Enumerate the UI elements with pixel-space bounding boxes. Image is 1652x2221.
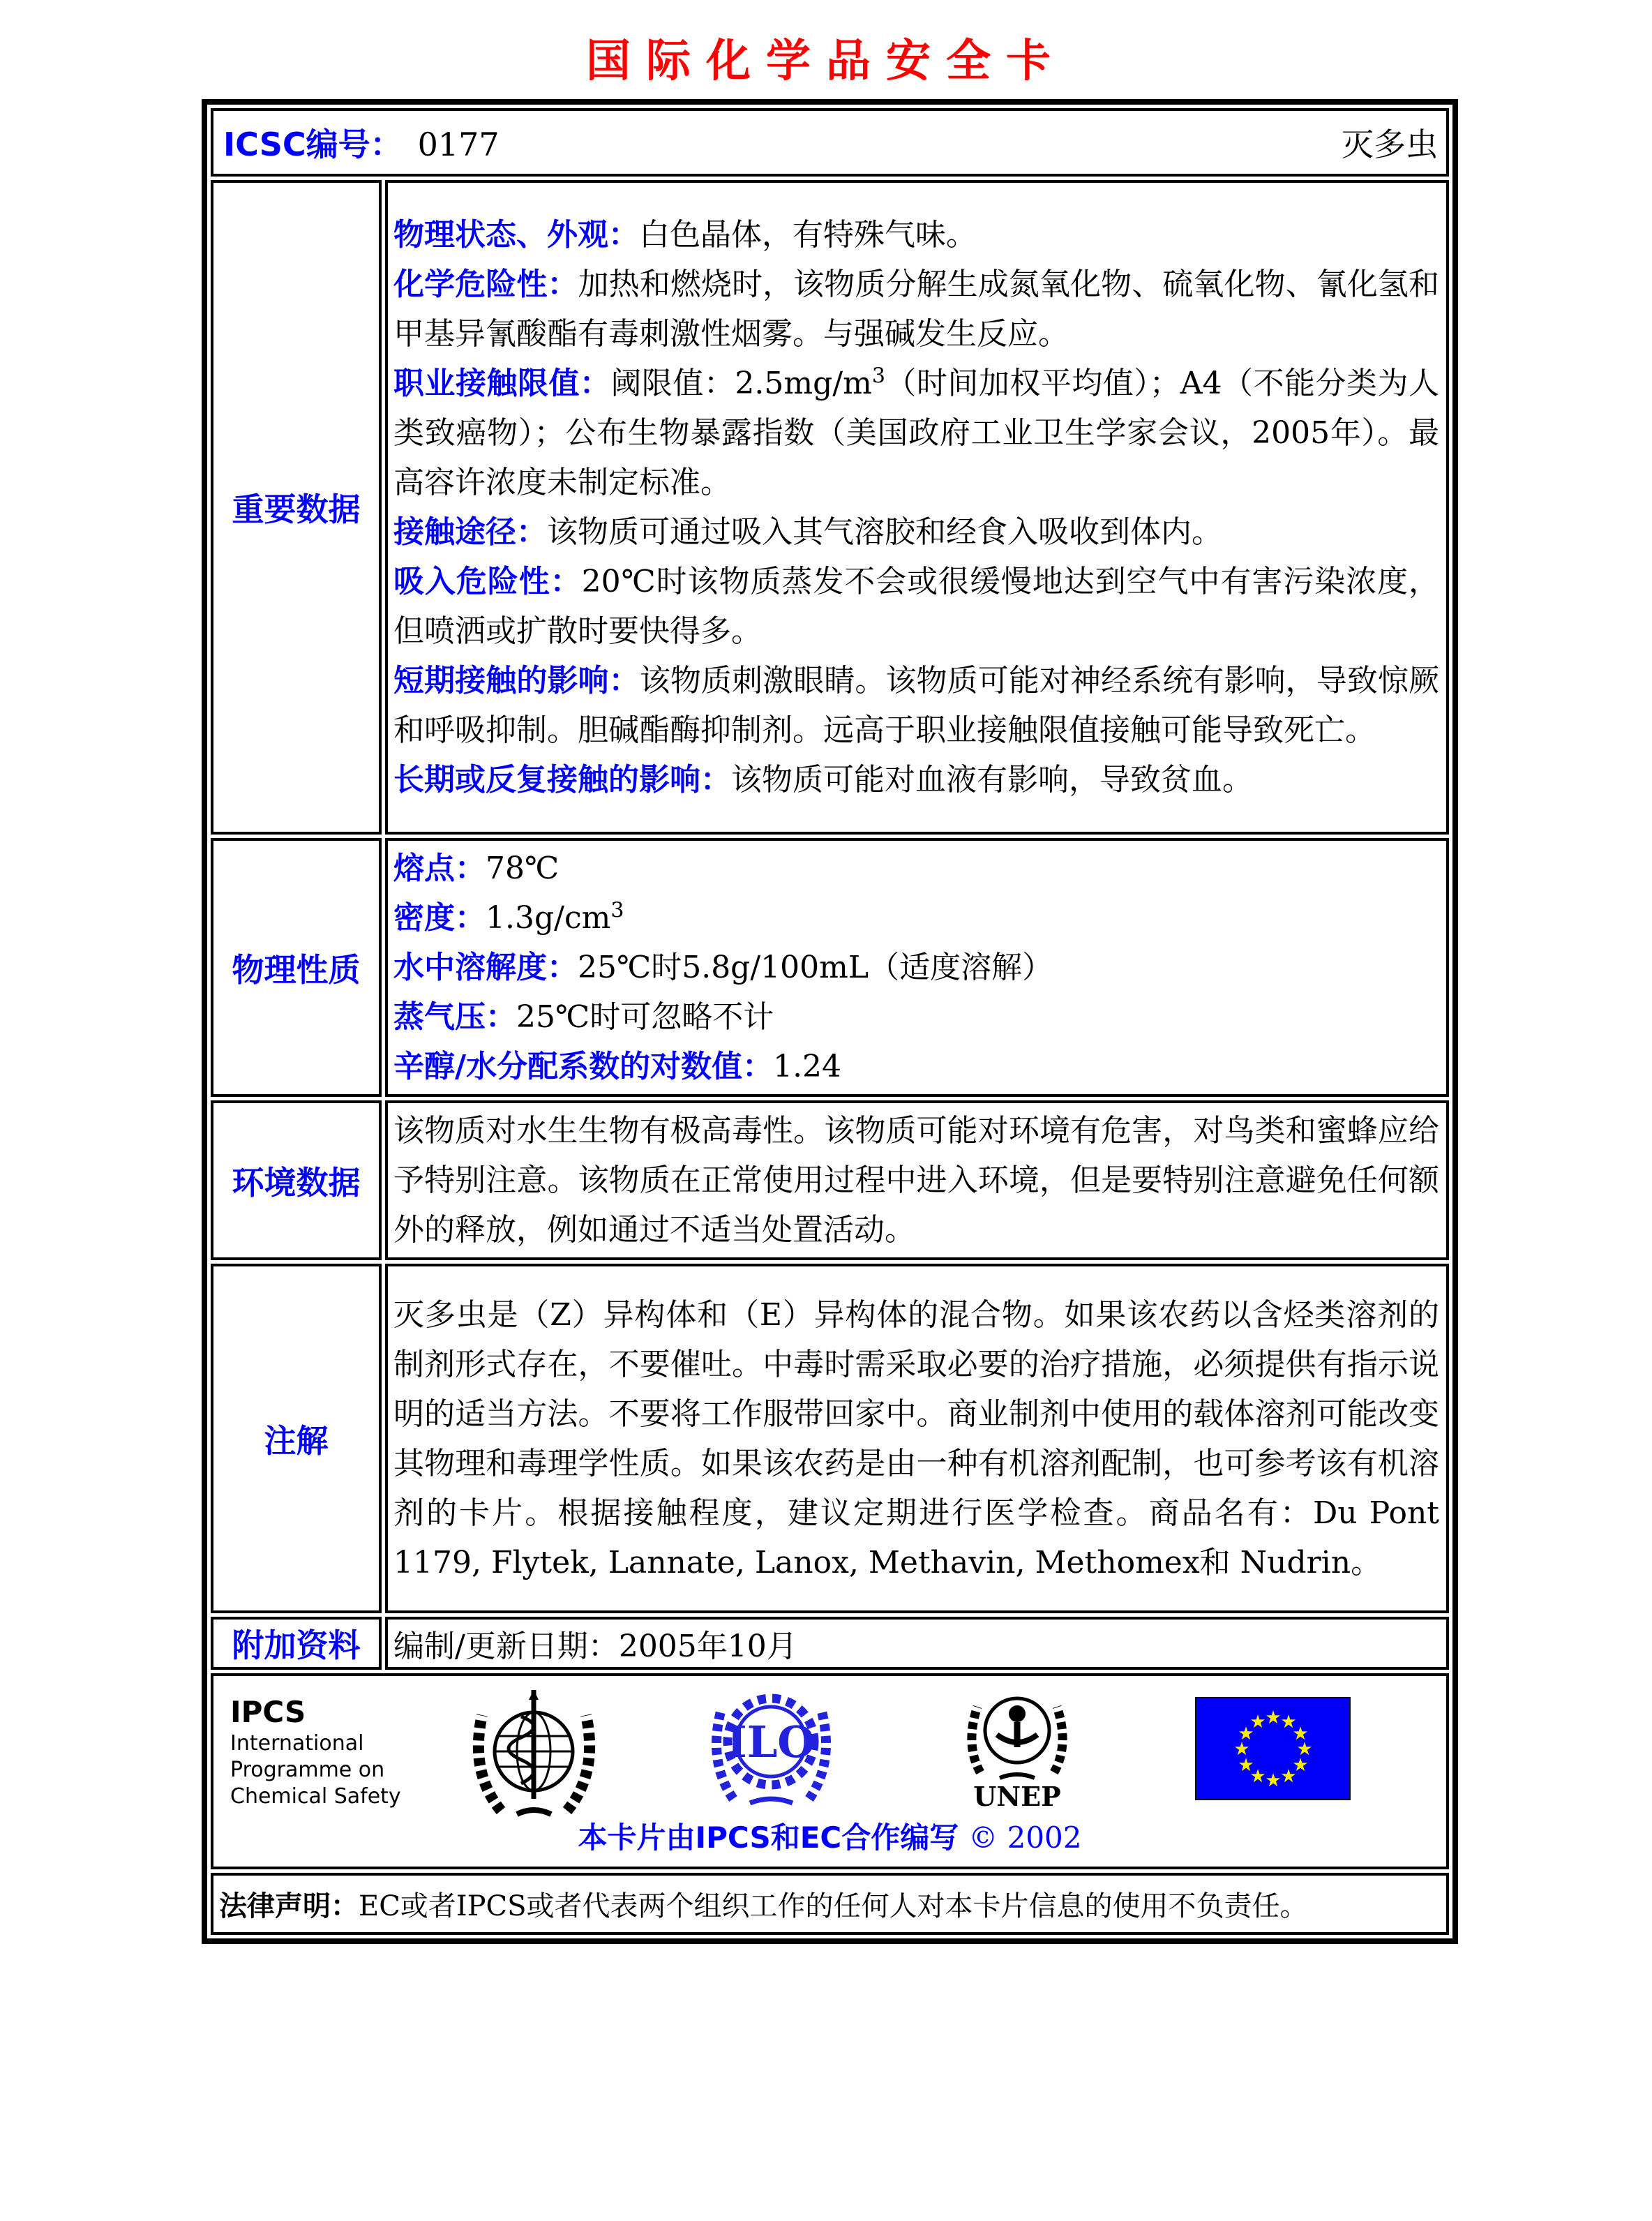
unep-caption: UNEP	[973, 1781, 1061, 1812]
svg-text:★: ★	[1265, 1707, 1282, 1728]
icsc-number-group	[223, 119, 500, 165]
svg-text:★: ★	[1249, 1712, 1266, 1733]
svg-text:★: ★	[1265, 1770, 1282, 1791]
header-row	[211, 108, 1449, 177]
entry-inhalation-risk: 吸入危险性：20℃时该物质蒸发不会或很缓慢地达到空气中有害污染浓度，但喷洒或扩散时要快得多。	[393, 564, 1439, 649]
svg-text:★: ★	[1292, 1755, 1309, 1776]
section-label-notes: 注解	[211, 1264, 382, 1613]
section-label-additional-info: 附加资料	[211, 1617, 382, 1670]
ilo-logo-icon	[707, 1687, 836, 1809]
copyright-text: 本卡片由IPCS和EC合作编写	[578, 1820, 959, 1855]
entry-physical-state: 物理状态、外观：白色晶体，有特殊气味。	[393, 217, 977, 253]
svg-text:★: ★	[1238, 1723, 1254, 1744]
update-date-text: 编制/更新日期：2005年10月	[393, 1629, 797, 1664]
environment-text: 该物质对水生生物有极高毒性。该物质可能对环境有危害，对鸟类和蜜蜂应给予特别注意。该物质在正常使用过程中进入环境，但是要特别注意避免任何额外的释放，例如通过不适当处置活动。	[393, 1113, 1439, 1248]
entry-exposure-routes: 接触途径：该物质可通过吸入其气溶胶和经食入吸收到体内。	[393, 514, 1222, 550]
entry-octanol-water-partition: 辛醇/水分配系数的对数值：1.24	[393, 1049, 842, 1084]
svg-text:★: ★	[1280, 1766, 1297, 1787]
entry-density: 密度：$1.3g/cm^3$	[393, 898, 624, 936]
ipcs-line-1: International	[230, 1731, 364, 1756]
entry-chemical-danger: 化学危险性：加热和燃烧时，该物质分解生成氮氧化物、硫氧化物、氰化氢和甲基异氰酸酯有毒刺激性烟雾。与强碱发生反应。	[393, 267, 1439, 352]
notes-text: 灭多虫是（Z）异构体和（E）异构体的混合物。如果该农药以含烃类溶剂的制剂形式存在，不要催吐。中毒时需采取必要的治疗措施，必须提供有指示说明的适当方法。不要将工作服带回家中。商业制剂中使用的载体溶剂可能改变其物理和毒理学性质。如果该农药是由一种有机溶剂配制，也可参考该有机溶剂的卡片。根据接触程度，建议定期进行医学检查。商品名有：Du Pont 1179, Flytek, Lannate, Lanox, Methavin, Methomex和 Nudrin。	[393, 1296, 1439, 1580]
ilo-letters: ILO	[726, 1717, 816, 1767]
entry-water-solubility: 水中溶解度：25℃时5.8g/100mL（适度溶解）	[393, 950, 1053, 985]
section-body-environmental-data	[385, 1100, 1449, 1260]
section-label-important-data: 重要数据	[211, 180, 382, 835]
section-body-additional-info	[385, 1617, 1449, 1670]
svg-text:★: ★	[1292, 1723, 1309, 1744]
entry-occupational-exposure-limit: 职业接触限值：阈限值：$2.5mg/m^3$（时间加权平均值）；A4（不能分类为人类致癌物）；公布生物暴露指数（美国政府工业卫生学家会议，2005年）。最高容许浓度未制定标准。	[393, 364, 1439, 500]
legal-label: 法律声明：	[219, 1890, 359, 1922]
page-title: 国际化学品安全卡	[586, 35, 1066, 87]
entry-melting-point: 熔点：78℃	[393, 851, 560, 886]
entry-vapor-pressure: 蒸气压：25℃时可忽略不计	[393, 999, 774, 1035]
chemical-name: 灭多虫	[1342, 126, 1438, 163]
copyright-line	[213, 1815, 1446, 1857]
icsc-number-value: 0177	[417, 126, 500, 163]
icsc-number-label: ICSC编号：	[223, 126, 403, 163]
who-logo-icon	[463, 1682, 606, 1824]
unep-logo-icon	[951, 1680, 1083, 1816]
section-label-environmental-data: 环境数据	[211, 1100, 382, 1260]
safety-card-table	[202, 99, 1458, 1944]
svg-text:★: ★	[1249, 1766, 1266, 1787]
copyright-year: © 2002	[968, 1820, 1082, 1855]
eu-flag-icon	[1195, 1697, 1351, 1800]
svg-text:★: ★	[1280, 1712, 1297, 1733]
ipcs-line-3: Chemical Safety	[230, 1784, 401, 1809]
section-body-important-data	[385, 180, 1449, 835]
section-body-physical-properties	[385, 838, 1449, 1097]
section-label-physical-properties: 物理性质	[211, 838, 382, 1097]
entry-short-term-effects: 短期接触的影响：该物质刺激眼睛。该物质可能对神经系统有影响，导致惊厥和呼吸抑制。胆碱酯酶抑制剂。远高于职业接触限值接触可能导致死亡。	[393, 663, 1440, 748]
legal-row	[211, 1873, 1449, 1935]
logos-row	[211, 1673, 1449, 1869]
legal-text: EC或者IPCS或者代表两个组织工作的任何人对本卡片信息的使用不负责任。	[359, 1890, 1308, 1922]
ipcs-acronym: IPCS	[230, 1695, 306, 1729]
svg-text:★: ★	[1233, 1739, 1250, 1760]
section-body-notes	[385, 1264, 1449, 1613]
svg-text:★: ★	[1296, 1739, 1313, 1760]
ipcs-line-2: Programme on	[230, 1758, 385, 1782]
svg-text:★: ★	[1238, 1755, 1254, 1776]
ipcs-text-block	[230, 1694, 401, 1810]
entry-long-term-effects: 长期或反复接触的影响：该物质可能对血液有影响，导致贫血。	[393, 762, 1253, 798]
